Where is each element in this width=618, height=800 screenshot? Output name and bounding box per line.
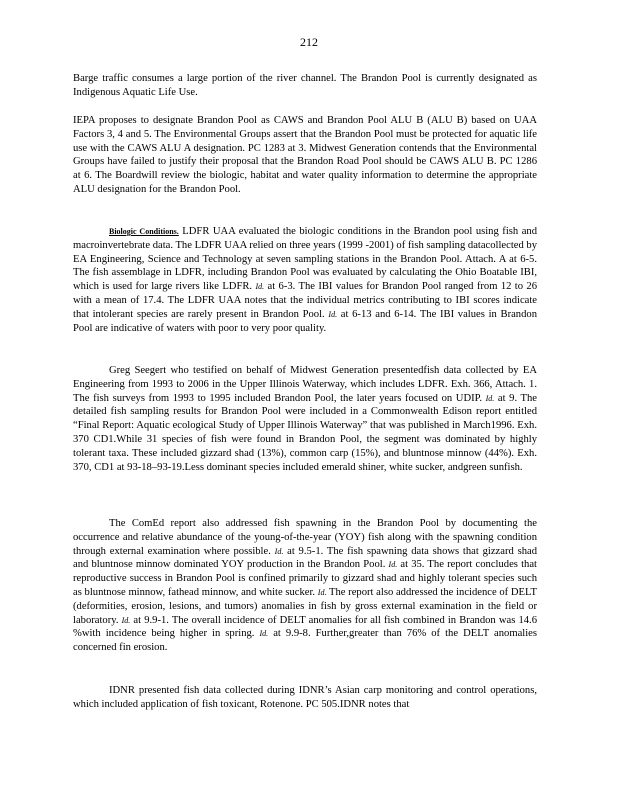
citation: Id. xyxy=(317,587,327,597)
citation: Id. xyxy=(485,393,495,403)
text-segment: at 6-3. The IBI values for Brandon Pool ranged from 12 to 26 with a mean of 17.4. The LDFR UAA notes that the individual metrics contributing to IBI scores indicate that intolerant species are rarely present in Brandon Pool. xyxy=(73,281,537,320)
text-segment: at 9.5-1. The fish spawning data shows that gizzard shad and bluntnose minnow dominated YOY production in the Brandon Pool. xyxy=(73,545,537,571)
page-number: 212 xyxy=(300,35,318,49)
text-segment: Greg Seegert who testified on behalf of Midwest Generation presentedfish data collected by EA Engineering from 1993 to 2006 in the Upper Illinois Waterway, which includes LDFR. Exh. 366, Attach. 1. The fish surveys from 1993 to 1995 included Brandon Pool, the later years focused on UDIP. xyxy=(73,365,537,404)
citation: Id. xyxy=(259,629,269,639)
paragraph-comed-report xyxy=(73,517,537,655)
citation: Id. xyxy=(274,546,284,556)
citation: Id. xyxy=(328,309,338,319)
text-segment: at 9. The detailed fish sampling results for Brandon Pool were included in a Commonwealth Edison report entitled “Final Report: Aquatic ecological Study of Upper Illinois Waterway” that was published in March1996. Exh. 370 CD1.While 31 species of fish were found in Brandon Pool, the segment was dominated by highly tolerant taxa. These included gizzard shad (13%), common carp (15%), and bluntnose minnow (44%). Exh. 370, CD1 at 93-18–93-19.Less dominant species included emerald shiner, white sucker, andgreen sunfish. xyxy=(73,392,537,473)
citation: Id. xyxy=(121,615,131,625)
paragraph-biologic-conditions xyxy=(73,225,537,335)
text-segment: LDFR UAA evaluated the biologic conditions in the Brandon pool using fish and macroinvertebrate data. The LDFR UAA relied on three years (1999 -2001) of fish sampling datacollected by EA Engineering, Science and Technology at seven sampling stations in the Brandon Pool. Attach. A at 6-5. The fish assemblage in LDFR, including Brandon Pool was evaluated by calculating the Ohio Boatable IBI, which is used for large rivers like LDFR. xyxy=(73,226,538,293)
text-segment: at 6-13 and 6-14. The IBI values in Brandon Pool are indicative of waters with poor to very poor quality. xyxy=(73,308,537,334)
text-segment: at 9.9-8. Further,greater than 76% of the DELT anomalies concerned fin erosion. xyxy=(73,628,537,654)
text-segment: The report also addressed the incidence of DELT (deformities, erosion, lesions, and tumors) anomalies in fish by gross external examination in the field or laboratory. xyxy=(73,586,537,626)
text-segment: The ComEd report also addressed fish spawning in the Brandon Pool by documenting the occurrence and relative abundance of the young-of-the-year (YOY) fish along with the spawning condition through external examination where possible. xyxy=(73,518,537,557)
paragraph-iepa-proposal: IEPA proposes to designate Brandon Pool as CAWS and Brandon Pool ALU B (ALU B) based on UAA Factors 3, 4 and 5. The Environmental Groups assert that the Brandon Pool must be protected for aquatic life use with the CAWS ALU A designation. PC 1283 at 3. Midwest Generation contends that the Environmental Groups have failed to justify their proposal that the Brandon Road Pool should be CAWS ALU B. PC 1286 at 6. The Boardwill review the biologic, habitat and water quality information to determine the appropriate ALU designation for the Brandon Pool. xyxy=(73,115,537,195)
citation: Id. xyxy=(388,560,398,570)
paragraph-barge-traffic: Barge traffic consumes a large portion of the river channel. The Brandon Pool is currently designated as Indigenous Aquatic Life Use. xyxy=(73,73,537,98)
paragraph-seegert-testimony xyxy=(73,364,537,474)
section-heading: Biologic Conditions. xyxy=(109,227,179,236)
text-segment: at 9.9-1. The overall incidence of DELT anomalies for all fish combined in Brandon was 14.6 %with incidence being higher in spring. xyxy=(73,614,537,640)
text-segment: at 35. The report concludes that reproductive success in Brandon Pool is confined primarily to gizzard shad and highly tolerant species such as bluntnose minnow, fathead minnow, and white sucker. xyxy=(73,559,537,598)
citation: Id. xyxy=(255,282,265,292)
paragraph-idnr-data: IDNR presented fish data collected during IDNR’s Asian carp monitoring and control operations, which included application of fish toxicant, Rotenone. PC 505.IDNR notes that xyxy=(73,685,537,710)
